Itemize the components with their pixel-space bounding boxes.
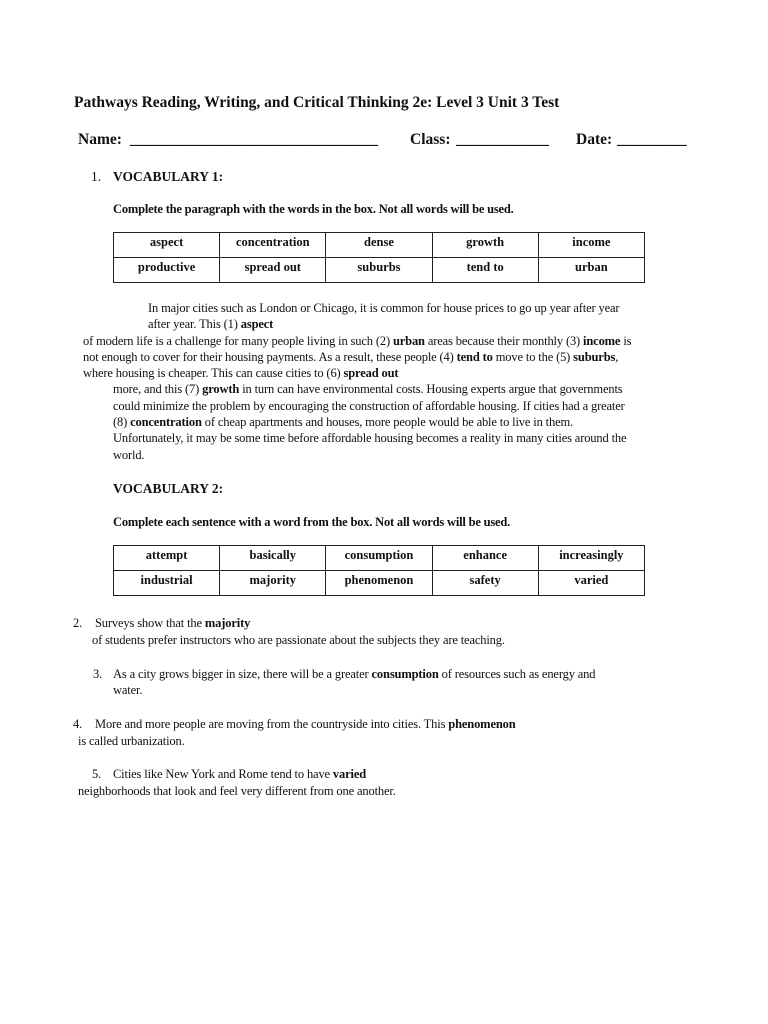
- word-box-row: [114, 233, 645, 258]
- paragraph-line: world.: [113, 448, 145, 462]
- date-field[interactable]: _________: [617, 131, 687, 148]
- text: ,: [615, 350, 619, 364]
- answer-2: urban: [392, 334, 425, 348]
- word-cell: majority: [220, 571, 326, 596]
- answer-8: concentration: [130, 415, 202, 429]
- question-continuation: water.: [113, 683, 143, 697]
- word-cell: concentration: [220, 233, 326, 258]
- text: after year. This (1): [148, 317, 241, 331]
- text: More and more people are moving from the countryside into cities. This: [95, 717, 449, 731]
- text: Cities like New York and Rome tend to have: [113, 767, 333, 781]
- paragraph-line: Unfortunately, it may be some time before affordable housing becomes a reality in many cities around the: [113, 431, 627, 445]
- paragraph-line: [83, 334, 631, 349]
- name-label: Name:: [78, 131, 122, 148]
- text: move to the (5): [492, 350, 574, 364]
- answer-6: spread out: [343, 366, 399, 380]
- text: of modern life is a challenge for many people living in such (2): [83, 334, 393, 348]
- word-box-vocab1: [113, 232, 645, 283]
- class-label: Class:: [410, 131, 451, 148]
- word-cell: consumption: [326, 546, 432, 571]
- word-cell: industrial: [114, 571, 220, 596]
- text: more, and this (7): [113, 382, 203, 396]
- answer: phenomenon: [448, 717, 516, 731]
- answer: varied: [332, 767, 367, 781]
- answer-5: suburbs: [573, 350, 616, 364]
- answer-4: tend to: [456, 350, 493, 364]
- word-cell: tend to: [432, 258, 538, 283]
- date-label: Date:: [576, 131, 613, 148]
- name-field[interactable]: ________________________________: [130, 131, 378, 148]
- word-cell: spread out: [220, 258, 326, 283]
- question-continuation: neighborhoods that look and feel very different from one another.: [78, 784, 396, 798]
- word-cell: aspect: [114, 233, 220, 258]
- instruction-vocab1: Complete the paragraph with the words in the box. Not all words will be used.: [113, 202, 514, 216]
- text: in turn can have environmental costs. Housing experts argue that governments: [239, 382, 623, 396]
- text: Surveys show that the: [95, 616, 205, 630]
- word-cell: basically: [220, 546, 326, 571]
- question-continuation: of students prefer instructors who are passionate about the subjects they are teaching.: [92, 633, 505, 647]
- text: is: [620, 334, 632, 348]
- question-number: 4.: [73, 717, 83, 731]
- word-cell: enhance: [432, 546, 538, 571]
- word-cell: attempt: [114, 546, 220, 571]
- class-field[interactable]: ____________: [456, 131, 549, 148]
- paragraph-line: [113, 415, 573, 430]
- paragraph-line: [83, 366, 398, 381]
- word-cell: varied: [538, 571, 644, 596]
- section-heading-vocab2: VOCABULARY 2:: [113, 481, 224, 496]
- answer-7: growth: [202, 382, 240, 396]
- paragraph-line: [113, 382, 623, 397]
- paragraph-line: [148, 317, 273, 332]
- paragraph-line: In major cities such as London or Chicago, it is common for house prices to go up year after year: [148, 301, 620, 315]
- question-number: 5.: [92, 767, 102, 781]
- answer-1: aspect: [240, 317, 274, 331]
- word-cell: dense: [326, 233, 432, 258]
- answer: consumption: [371, 667, 439, 681]
- question-number: 1.: [91, 169, 102, 184]
- text: (8): [113, 415, 131, 429]
- answer-3: income: [583, 334, 621, 348]
- word-cell: phenomenon: [326, 571, 432, 596]
- word-cell: increasingly: [538, 546, 644, 571]
- page-title: Pathways Reading, Writing, and Critical Thinking 2e: Level 3 Unit 3 Test: [74, 94, 560, 111]
- question-text: [113, 767, 366, 782]
- word-cell: productive: [114, 258, 220, 283]
- paragraph-line: could minimize the problem by encouraging the construction of affordable housing. If cities had a greater: [113, 399, 625, 413]
- question-number: 2.: [73, 616, 83, 630]
- word-cell: safety: [432, 571, 538, 596]
- word-box-row: [114, 546, 645, 571]
- section-heading-vocab1: VOCABULARY 1:: [113, 169, 224, 184]
- text: of cheap apartments and houses, more people would be able to live in them.: [201, 415, 574, 429]
- text: areas because their monthly (3): [424, 334, 584, 348]
- word-cell: growth: [432, 233, 538, 258]
- paragraph-line: [83, 350, 618, 365]
- text: where housing is cheaper. This can cause cities to (6): [83, 366, 344, 380]
- word-cell: suburbs: [326, 258, 432, 283]
- question-number: 3.: [93, 667, 103, 681]
- word-box-vocab2: [113, 545, 645, 596]
- question-text: [95, 717, 516, 732]
- instruction-vocab2: Complete each sentence with a word from the box. Not all words will be used.: [113, 515, 511, 529]
- text: not enough to cover for their housing payments. As a result, these people (4): [83, 350, 457, 364]
- question-continuation: is called urbanization.: [78, 734, 185, 748]
- text: As a city grows bigger in size, there will be a greater: [113, 667, 372, 681]
- question-text: [95, 616, 250, 631]
- answer: majority: [204, 616, 251, 630]
- text: of resources such as energy and: [438, 667, 596, 681]
- question-text: [113, 667, 595, 682]
- word-cell: urban: [538, 258, 644, 283]
- word-cell: income: [538, 233, 644, 258]
- word-box-row: [114, 258, 645, 283]
- word-box-row: [114, 571, 645, 596]
